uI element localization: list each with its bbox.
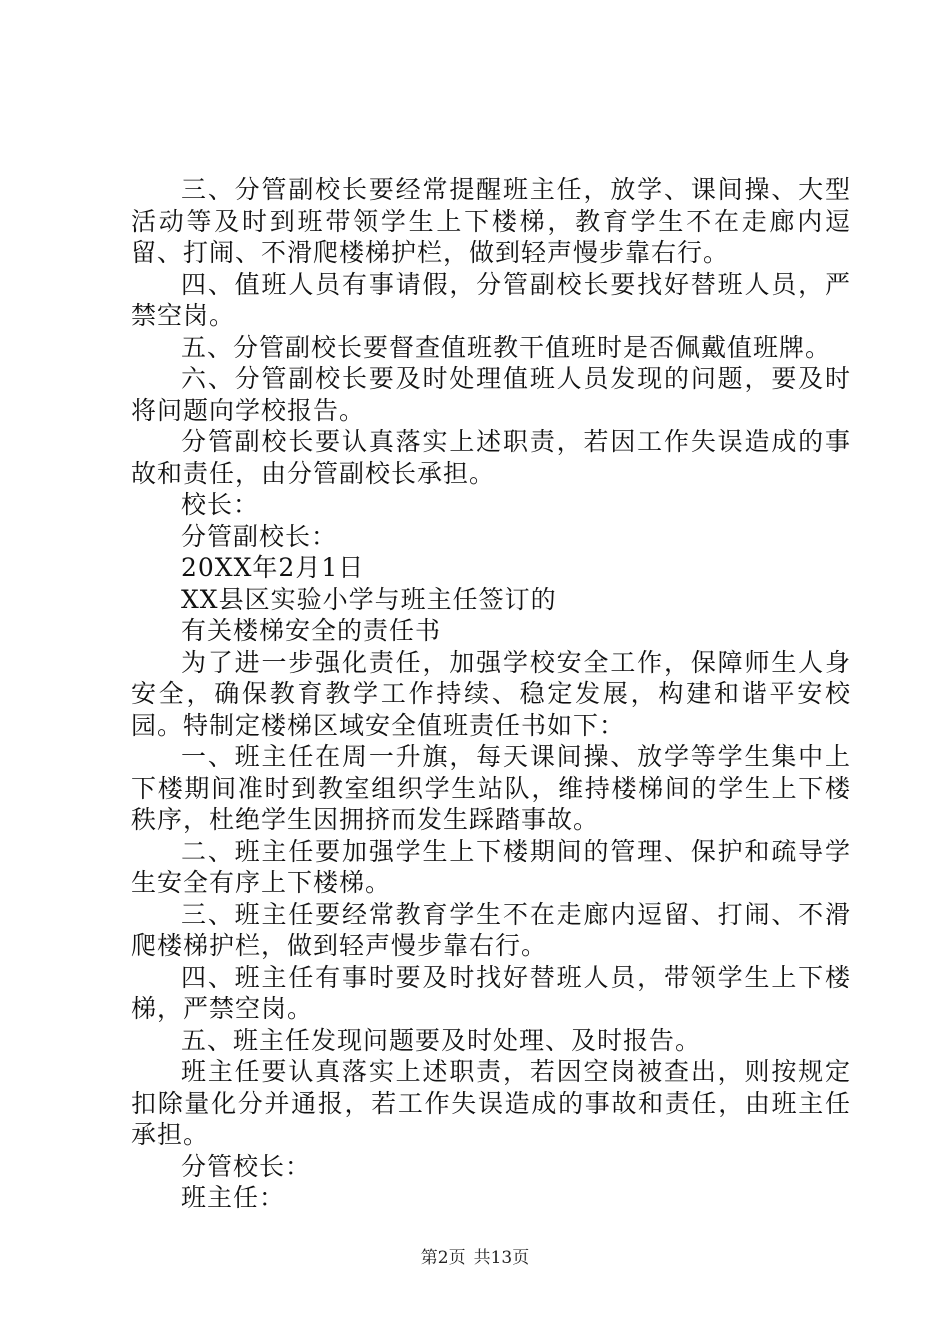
signature-line-principal: 校长： xyxy=(181,490,260,519)
page-footer xyxy=(0,1243,950,1268)
document-body xyxy=(131,174,851,1214)
paragraph: 五、班主任发现问题要及时处理、及时报告。 xyxy=(181,1025,702,1055)
section-title-line-2: 有关楼梯安全的责任书 xyxy=(181,616,442,645)
paragraph: 四、班主任有事时要及时找好替班人员，带领学生上下楼梯，严禁空岗。 xyxy=(131,962,851,1023)
signature-line-supervisor: 分管校长： xyxy=(181,1151,312,1181)
total-pages: 共13页 xyxy=(473,1248,530,1268)
page-number: 第2页 xyxy=(420,1248,466,1268)
paragraph: 二、班主任要加强学生上下楼期间的管理、保护和疏导学生安全有序上下楼梯。 xyxy=(131,836,851,897)
paragraph: 一、班主任在周一升旗，每天课间操、放学等学生集中上下楼期间准时到教室组织学生站队，维持楼梯间的学生上下楼秩序，杜绝学生因拥挤而发生踩踏事故。 xyxy=(131,742,851,834)
signature-line-teacher: 班主任： xyxy=(181,1183,286,1212)
section-title-line-1: XX县区实验小学与班主任签订的 xyxy=(181,584,557,614)
paragraph: 五、分管副校长要督查值班教干值班时是否佩戴值班牌。 xyxy=(181,332,832,362)
paragraph: 分管副校长要认真落实上述职责，若因工作失误造成的事故和责任，由分管副校长承担。 xyxy=(131,427,851,488)
paragraph: 班主任要认真落实上述职责，若因空岗被查出，则按规定扣除量化分并通报，若工作失误造成的事故和责任，由班主任承担。 xyxy=(131,1057,851,1149)
paragraph: 三、分管副校长要经常提醒班主任，放学、课间操、大型活动等及时到班带领学生上下楼梯，教育学生不在走廊内逗留、打闹、不滑爬楼梯护栏，做到轻声慢步靠右行。 xyxy=(131,175,851,267)
date-line: 20XX年2月1日 xyxy=(181,553,365,582)
paragraph: 六、分管副校长要及时处理值班人员发现的问题，要及时将问题向学校报告。 xyxy=(131,364,851,425)
paragraph: 三、班主任要经常教育学生不在走廊内逗留、打闹、不滑爬楼梯护栏，做到轻声慢步靠右行。 xyxy=(131,899,851,960)
signature-line-vice-principal: 分管副校长： xyxy=(181,521,338,551)
paragraph: 四、值班人员有事请假，分管副校长要找好替班人员，严禁空岗。 xyxy=(131,269,851,330)
paragraph: 为了进一步强化责任，加强学校安全工作，保障师生人身安全，确保教育教学工作持续、稳定发展，构建和谐平安校园。特制定楼梯区域安全值班责任书如下： xyxy=(131,647,851,740)
